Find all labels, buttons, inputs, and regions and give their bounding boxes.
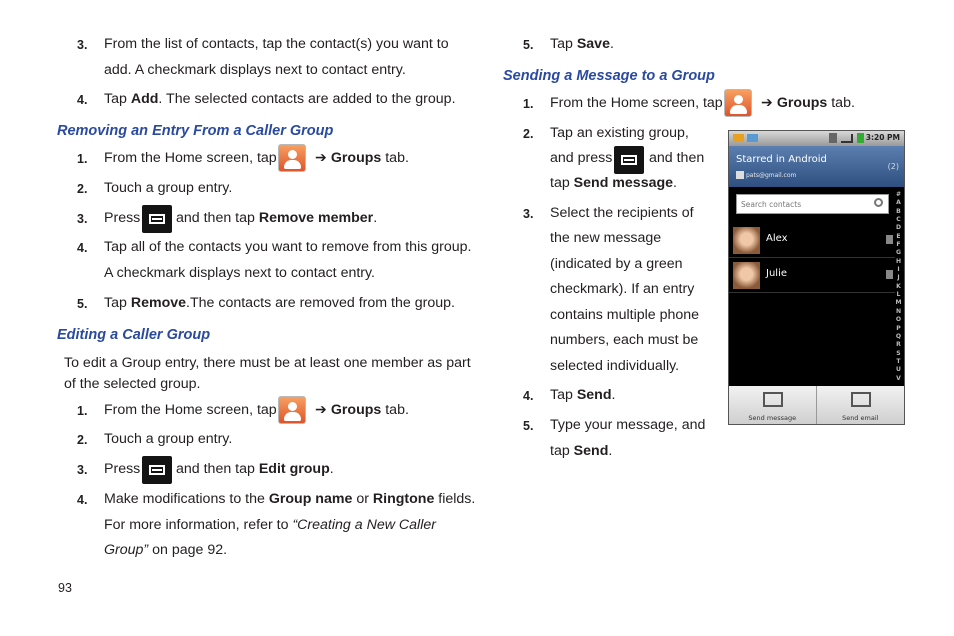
send-email-label: Send email xyxy=(842,414,879,422)
group-header[interactable] xyxy=(729,146,904,187)
step-text: Touch a group entry. xyxy=(104,180,233,196)
step-text: Type your message, and xyxy=(550,417,706,433)
step-text: ➔ Groups tab. xyxy=(761,95,855,111)
contact-row[interactable] xyxy=(729,259,895,293)
step-text: Make modifications to the Group name or Ringtone fields. xyxy=(104,491,476,507)
step-text: Tap an existing group, xyxy=(550,125,689,141)
usb-icon xyxy=(829,133,837,143)
step-number: 3. xyxy=(523,207,534,221)
step-text: Tap Save. xyxy=(550,36,614,52)
step-text: and press xyxy=(550,150,613,166)
group-title: Starred in Android xyxy=(736,154,827,165)
account-icon xyxy=(736,171,744,179)
step-text: Tap Remove.The contacts are removed from the group. xyxy=(104,295,455,311)
step-text: ➔ Groups tab. xyxy=(315,150,409,166)
step-text: Tap all of the contacts you want to remove from this group. xyxy=(104,239,472,255)
step-number: 5. xyxy=(523,419,534,433)
step-text: the new message xyxy=(550,230,662,246)
step-text: From the Home screen, tap xyxy=(104,402,277,418)
step-text: From the Home screen, tap xyxy=(550,95,723,111)
step-text: From the Home screen, tap xyxy=(104,150,277,166)
step-text: A checkmark displays next to contact entry. xyxy=(104,265,375,281)
step-text: and then tap Remove member. xyxy=(176,210,378,226)
step-number: 4. xyxy=(77,93,88,107)
step-number: 2. xyxy=(77,433,88,447)
section-heading: Removing an Entry From a Caller Group xyxy=(57,123,334,139)
send-email-button[interactable] xyxy=(817,386,905,424)
step-number: 2. xyxy=(523,127,534,141)
step-text: Tap Add. The selected contacts are added to the group. xyxy=(104,91,456,107)
step-text: (indicated by a green xyxy=(550,256,683,272)
step-text: ➔ Groups tab. xyxy=(315,402,409,418)
send-message-button[interactable] xyxy=(729,386,817,424)
step-number: 2. xyxy=(77,182,88,196)
search-placeholder: Search contacts xyxy=(741,200,802,209)
avatar xyxy=(733,262,760,289)
menu-key-icon xyxy=(142,456,172,484)
step-number: 1. xyxy=(77,152,88,166)
section-heading: Editing a Caller Group xyxy=(57,327,211,343)
notification-icon xyxy=(733,134,744,142)
menu-key-icon xyxy=(614,146,644,174)
menu-key-icon xyxy=(142,205,172,233)
step-text: selected individually. xyxy=(550,358,680,374)
contact-name: Alex xyxy=(766,233,788,244)
step-text: contains multiple phone xyxy=(550,307,700,323)
phone-button-bar xyxy=(729,386,904,424)
contact-type-icon xyxy=(886,270,893,279)
step-text: numbers, each must be xyxy=(550,332,699,348)
step-number: 3. xyxy=(77,463,88,477)
contacts-icon xyxy=(278,144,306,172)
paragraph: To edit a Group entry, there must be at least one member as part xyxy=(64,355,471,371)
step-text: Press xyxy=(104,210,141,226)
step-number: 1. xyxy=(523,97,534,111)
step-text: and then tap Edit group. xyxy=(176,461,334,477)
contacts-icon xyxy=(278,396,306,424)
step-number: 5. xyxy=(77,297,88,311)
step-text: and then xyxy=(649,150,705,166)
page-number: 93 xyxy=(58,581,72,595)
step-text: Group” on page 92. xyxy=(104,542,228,558)
search-icon xyxy=(874,198,883,207)
step-text: For more information, refer to “Creating a New Caller xyxy=(104,517,436,533)
group-count: (2) xyxy=(887,162,899,171)
step-text: add. A checkmark displays next to contact entry. xyxy=(104,62,406,78)
notification-icon xyxy=(747,134,758,142)
contacts-icon xyxy=(724,89,752,117)
status-time: 3:20 PM xyxy=(865,133,900,142)
email-icon xyxy=(851,392,871,407)
alphabet-index[interactable]: # A B C D E F G H I J K L M N O P Q R S T U V xyxy=(895,191,902,382)
step-number: 3. xyxy=(77,212,88,226)
step-text: Press xyxy=(104,461,141,477)
phone-screenshot xyxy=(728,130,905,425)
step-text: Touch a group entry. xyxy=(104,431,233,447)
step-text: Tap Send. xyxy=(550,387,616,403)
step-text: From the list of contacts, tap the contact(s) you want to xyxy=(104,36,449,52)
battery-icon xyxy=(857,133,864,143)
signal-icon xyxy=(841,134,853,143)
send-message-label: Send message xyxy=(748,414,797,422)
search-contacts-input[interactable] xyxy=(736,194,889,214)
paragraph: of the selected group. xyxy=(64,376,201,392)
step-text: checkmark). If an entry xyxy=(550,281,695,297)
avatar xyxy=(733,227,760,254)
step-number: 3. xyxy=(77,38,88,52)
step-number: 1. xyxy=(77,404,88,418)
step-number: 4. xyxy=(77,493,88,507)
step-text: Select the recipients of xyxy=(550,205,694,221)
step-number: 4. xyxy=(523,389,534,403)
contact-name: Julie xyxy=(766,268,787,279)
step-number: 5. xyxy=(523,38,534,52)
group-email: pats@gmail.com xyxy=(746,172,797,179)
step-text: tap Send message. xyxy=(550,175,677,191)
contact-row[interactable] xyxy=(729,224,895,258)
section-heading: Sending a Message to a Group xyxy=(503,68,715,84)
status-bar xyxy=(729,131,904,146)
envelope-icon xyxy=(763,392,783,407)
step-number: 4. xyxy=(77,241,88,255)
step-text: tap Send. xyxy=(550,443,613,459)
contact-type-icon xyxy=(886,235,893,244)
